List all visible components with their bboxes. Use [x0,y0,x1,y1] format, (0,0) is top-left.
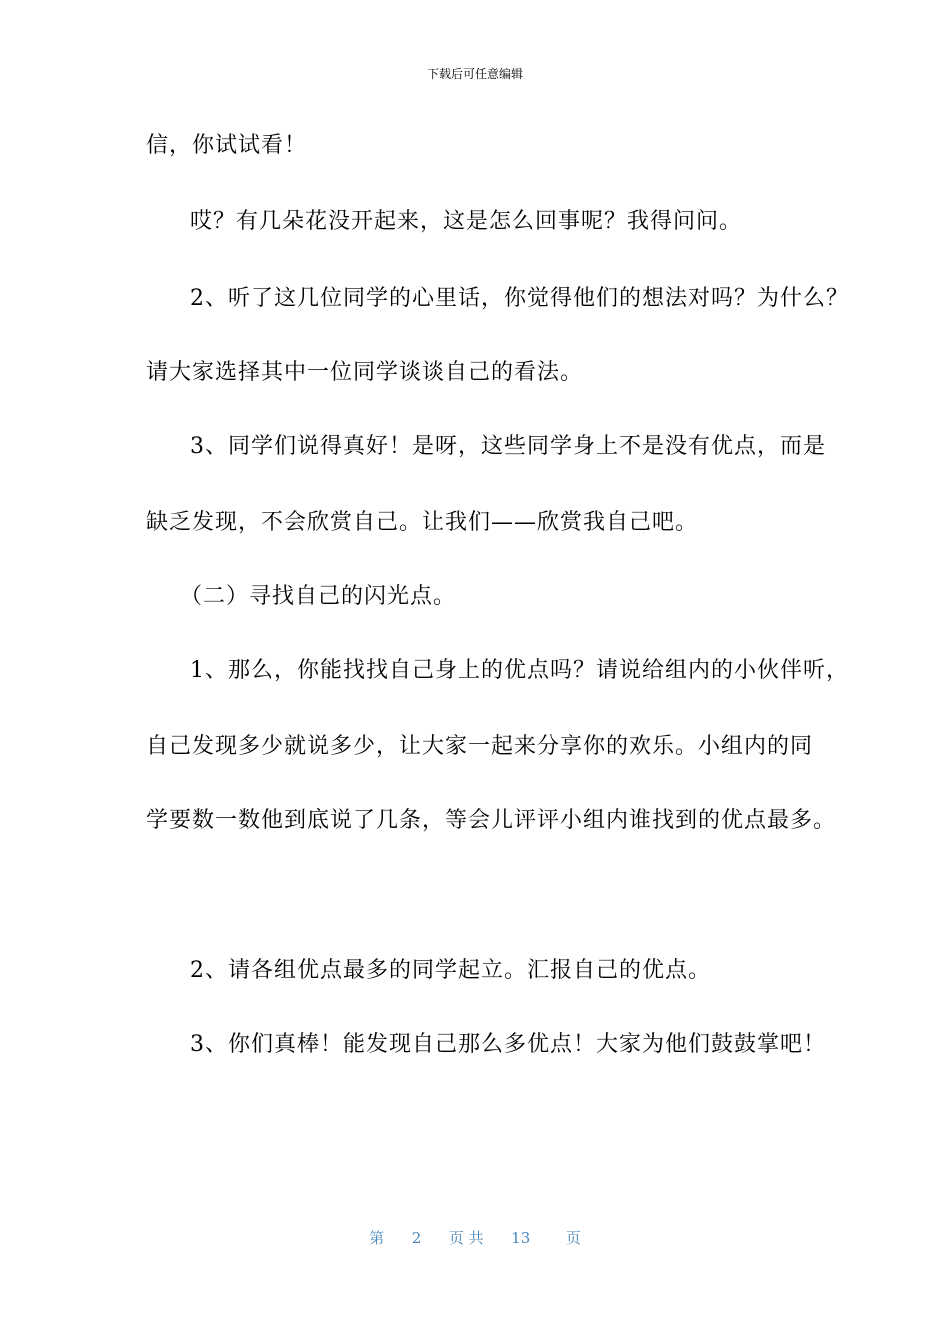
text-line: 2、请各组优点最多的同学起立。汇报自己的优点。 [190,958,711,983]
footer-label-end: 页 [565,1229,581,1247]
text-line: 请大家选择其中一位同学谈谈自己的看法。 [146,360,584,385]
text-line: 学要数一数他到底说了几条，等会儿评评小组内谁找到的优点最多。 [146,808,837,833]
footer-total-pages: 13 [511,1229,531,1247]
page-footer [0,1228,950,1248]
text-line: 哎？有几朵花没开起来，这是怎么回事呢？我得问问。 [190,209,743,234]
text-line: 缺乏发现，不会欣赏自己。让我们——欣赏我自己吧。 [146,510,699,535]
text-line: 2、听了这几位同学的心里话，你觉得他们的想法对吗？为什么？ [190,286,849,311]
section-heading: （二）寻找自己的闪光点。 [180,584,457,609]
text-line: 3、同学们说得真好！是呀，这些同学身上不是没有优点，而是 [190,434,826,459]
text-line: 3、你们真棒！能发现自己那么多优点！大家为他们鼓鼓掌吧！ [190,1032,826,1057]
footer-label-of: 页 共 [448,1229,484,1247]
text-line: 自己发现多少就说多少，让大家一起来分享你的欢乐。小组内的同 [146,734,814,759]
page-header: 下载后可任意编辑 [426,67,523,81]
footer-label-page: 第 [369,1229,385,1247]
text-line: 1、那么，你能找找自己身上的优点吗？请说给组内的小伙伴听， [190,658,849,683]
footer-current-page: 2 [411,1229,422,1247]
text-line: 信，你试试看！ [146,133,308,158]
